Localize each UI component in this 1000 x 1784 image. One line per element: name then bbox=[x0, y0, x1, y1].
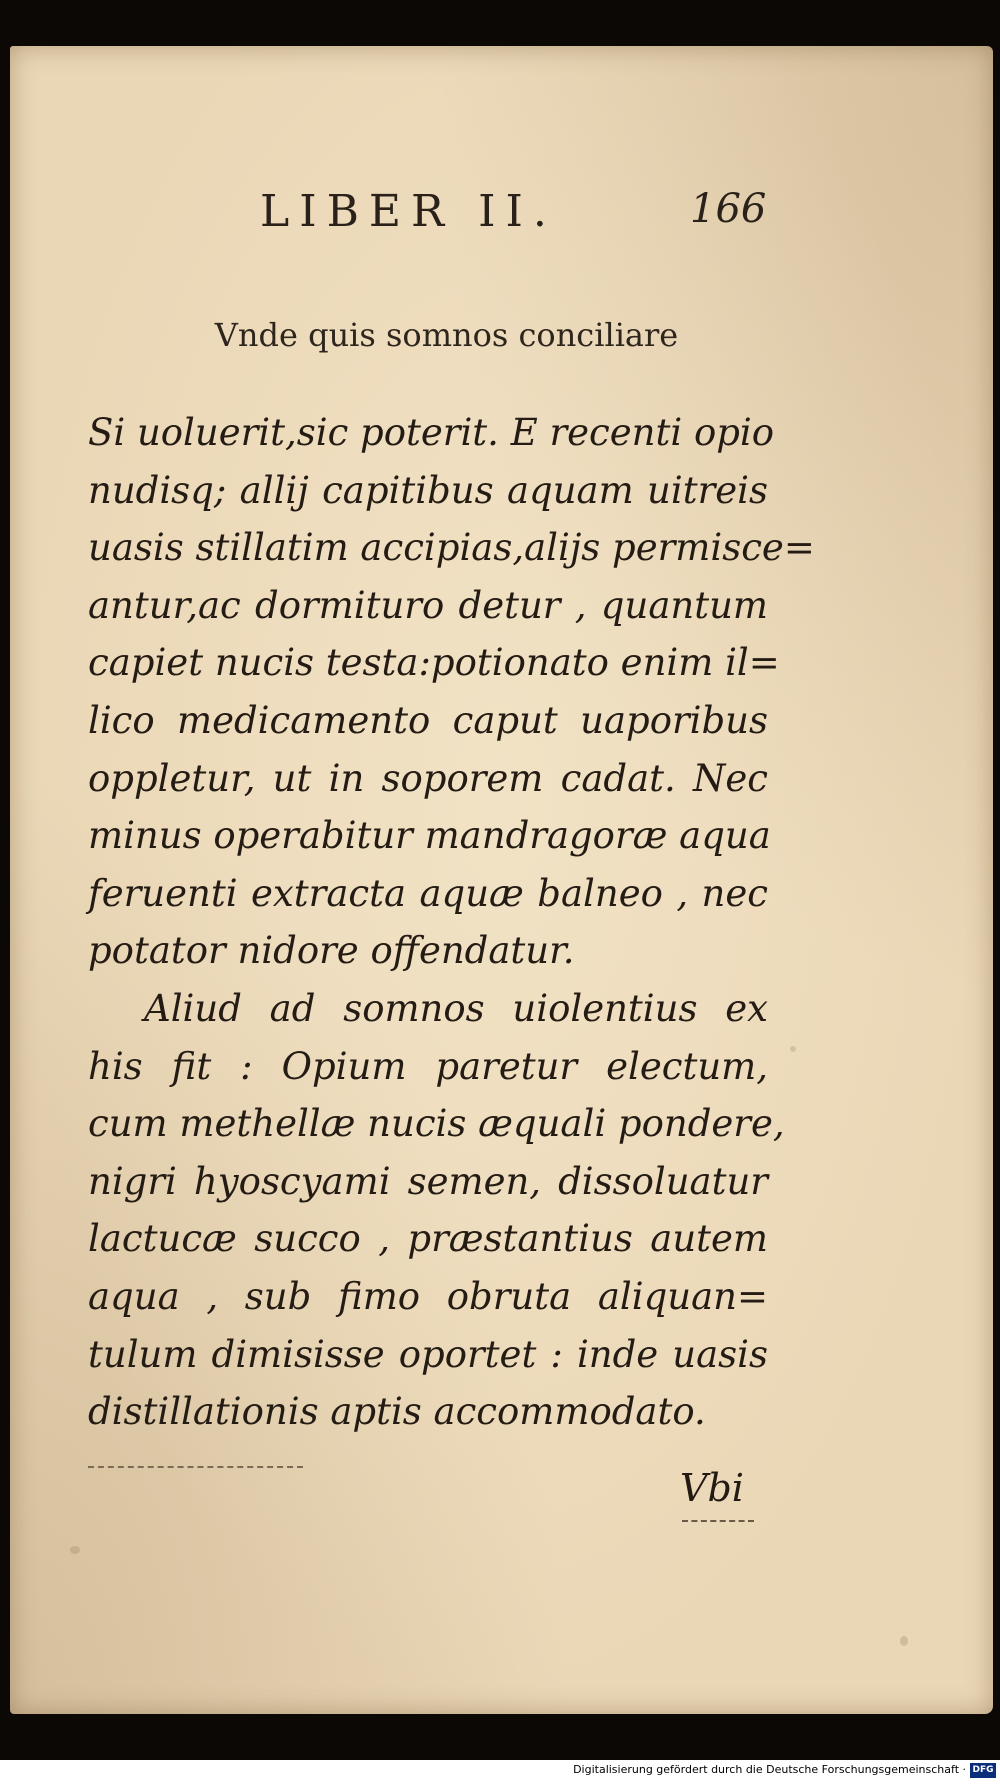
text-line: oppletur, ut in soporem cadat. Nec bbox=[88, 756, 768, 800]
text-line: feruenti extracta aquæ balneo , nec bbox=[88, 871, 768, 915]
text-line: uasis stillatim accipias,alijs permisce= bbox=[88, 526, 815, 570]
text-line: cum methellæ nucis æquali pondere, bbox=[88, 1102, 785, 1146]
text-line: capiet nucis testa:potionato enim il= bbox=[88, 641, 780, 685]
text-line: Si uoluerit,sic poterit. E recenti opio bbox=[88, 411, 775, 454]
text-line: lactucæ succo , præstantius autem bbox=[88, 1217, 768, 1261]
paper-stain bbox=[70, 1546, 80, 1554]
catchword-underline bbox=[682, 1520, 754, 1524]
text-line: his fit : Opium paretur electum, bbox=[88, 1044, 768, 1088]
paper-stain bbox=[900, 1636, 908, 1646]
chapter-heading: Vnde quis somnos conciliare bbox=[214, 316, 679, 354]
book-page bbox=[10, 46, 993, 1714]
paper-stain bbox=[790, 1046, 796, 1052]
funding-credit: Digitalisierung gefördert durch die Deutsche Forschungsgemeinschaft · bbox=[573, 1763, 966, 1776]
text-line: nudisq; allij capitibus aquam uitreis bbox=[88, 468, 768, 512]
underline-mark bbox=[88, 1466, 303, 1470]
text-line: lico medicamento caput uaporibus bbox=[88, 698, 768, 742]
text-line: minus operabitur mandragoræ aqua bbox=[88, 814, 771, 858]
catchword: Vbi bbox=[680, 1466, 744, 1510]
text-line: aqua , sub fimo obruta aliquan= bbox=[88, 1274, 768, 1318]
page-number: 166 bbox=[690, 186, 767, 232]
digitization-footer bbox=[0, 1760, 1000, 1784]
text-line: distillationis aptis accommodato. bbox=[88, 1390, 706, 1434]
running-title: LIBER II. bbox=[260, 186, 557, 237]
body-text bbox=[88, 404, 815, 1441]
text-line: antur,ac dormituro detur , quantum bbox=[88, 583, 768, 627]
text-line: tulum dimisisse oportet : inde uasis bbox=[88, 1332, 768, 1376]
dfg-logo-icon: DFG bbox=[970, 1763, 996, 1778]
page-header bbox=[10, 186, 993, 256]
text-line: Aliud ad somnos uiolentius ex bbox=[144, 986, 768, 1030]
text-line: nigri hyoscyami semen, dissoluatur bbox=[88, 1159, 768, 1203]
text-line: potator nidore offendatur. bbox=[88, 929, 575, 973]
